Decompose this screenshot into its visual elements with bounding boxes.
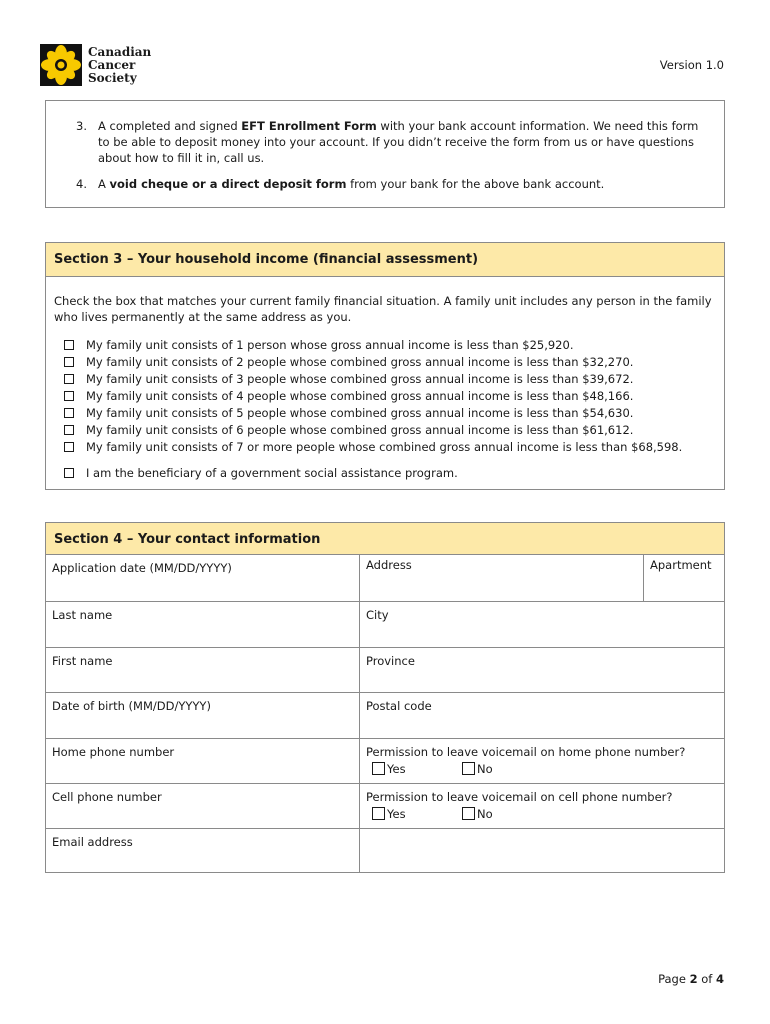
home-voicemail-no[interactable] (462, 762, 493, 776)
income-option[interactable] (64, 388, 633, 405)
page-current: 2 (689, 972, 698, 986)
province-field[interactable] (360, 648, 724, 693)
logo-line: Society (88, 71, 137, 85)
contact-information-section (45, 522, 725, 873)
section-3-intro: Check the box that matches your current family financial situation. A family unit includes any person in the family who lives permanently at the same address as you. (54, 294, 712, 324)
requirement-text (98, 176, 704, 192)
checkbox[interactable] (372, 762, 385, 775)
apartment-field[interactable] (644, 555, 724, 602)
cell-voicemail-yes[interactable] (372, 807, 406, 821)
requirement-text-part: A (98, 177, 110, 191)
home-voicemail-yes[interactable] (372, 762, 406, 776)
cell-phone-label: Cell phone number (52, 790, 162, 804)
application-date-field[interactable] (46, 555, 360, 602)
canadian-cancer-society-logo (40, 44, 150, 88)
income-option[interactable] (64, 439, 682, 456)
last-name-field[interactable] (46, 602, 360, 648)
checkbox[interactable] (64, 357, 74, 367)
logo-text (88, 46, 151, 85)
cell-voicemail-question: Permission to leave voicemail on cell phone number? (366, 790, 673, 804)
income-option[interactable] (64, 337, 573, 354)
daffodil-icon (40, 44, 82, 86)
page-number (658, 972, 724, 986)
checkbox[interactable] (64, 442, 74, 452)
yes-label: Yes (387, 807, 406, 821)
income-option-label: My family unit consists of 4 people whose combined gross annual income is less than $48,166. (86, 389, 634, 403)
cell-voicemail-permission (360, 784, 724, 829)
checkbox[interactable] (64, 374, 74, 384)
version-label: Version 1.0 (659, 58, 724, 72)
checkbox[interactable] (64, 408, 74, 418)
first-name-field[interactable] (46, 648, 360, 693)
postal-code-field[interactable] (360, 693, 724, 739)
requirement-text-part: from your bank for the above bank account. (346, 177, 605, 191)
postal-code-label: Postal code (366, 699, 432, 713)
checkbox[interactable] (462, 807, 475, 820)
household-income-section (45, 242, 725, 490)
no-label: No (477, 762, 493, 776)
email-field[interactable] (46, 829, 360, 872)
apartment-label: Apartment (650, 558, 712, 572)
checkbox[interactable] (462, 762, 475, 775)
cell-voicemail-no[interactable] (462, 807, 493, 821)
requirement-bold-text: void cheque or a direct deposit form (109, 177, 347, 191)
checkbox[interactable] (372, 807, 385, 820)
requirement-text-part: A completed and signed (98, 119, 242, 133)
date-of-birth-field[interactable] (46, 693, 360, 739)
beneficiary-label: I am the beneficiary of a government social assistance program. (86, 466, 458, 480)
province-label: Province (366, 654, 415, 668)
application-date-label: Application date (MM/DD/YYYY) (52, 561, 232, 575)
requirement-bold-text: EFT Enrollment Form (241, 119, 377, 133)
cell-phone-field[interactable] (46, 784, 360, 829)
city-field[interactable] (360, 602, 724, 648)
checkbox[interactable] (64, 340, 74, 350)
income-option-label: My family unit consists of 6 people whose combined gross annual income is less than $61,612. (86, 423, 634, 437)
home-phone-field[interactable] (46, 739, 360, 784)
income-option[interactable] (64, 422, 633, 439)
income-option[interactable] (64, 405, 633, 422)
section-3-title: Section 3 – Your household income (financial assessment) (46, 243, 724, 277)
address-label: Address (366, 558, 412, 572)
address-field[interactable] (360, 555, 644, 602)
city-label: City (366, 608, 389, 622)
page-of: of (701, 972, 713, 986)
logo-line: Canadian (88, 45, 152, 59)
logo-line: Cancer (88, 58, 136, 72)
checkbox[interactable] (64, 468, 74, 478)
first-name-label: First name (52, 654, 113, 668)
no-label: No (477, 807, 493, 821)
requirement-text (98, 118, 704, 166)
income-option-label: My family unit consists of 2 people whose combined gross annual income is less than $32,270. (86, 355, 634, 369)
income-option-label: My family unit consists of 7 or more people whose combined gross annual income is less than $68,598. (86, 440, 683, 454)
requirement-text-part: with your bank account information. We need this form to be able to deposit money into your account. If you didn’t receive the form from us or have questions about how to fill it in, call us. (98, 119, 699, 165)
section-4-title: Section 4 – Your contact information (46, 523, 724, 555)
email-value-field[interactable] (360, 829, 724, 872)
last-name-label: Last name (52, 608, 113, 622)
checkbox[interactable] (64, 425, 74, 435)
yes-label: Yes (387, 762, 406, 776)
requirement-item (76, 176, 704, 192)
income-option[interactable] (64, 371, 633, 388)
page-label: Page (658, 972, 686, 986)
page-total: 4 (715, 972, 724, 986)
income-option[interactable] (64, 354, 633, 371)
requirement-number: 3. (76, 119, 87, 133)
beneficiary-option[interactable] (64, 465, 458, 482)
income-option-label: My family unit consists of 1 person whose gross annual income is less than $25,920. (86, 338, 574, 352)
home-phone-label: Home phone number (52, 745, 175, 759)
income-option-label: My family unit consists of 5 people whose combined gross annual income is less than $54,630. (86, 406, 634, 420)
home-voicemail-permission (360, 739, 724, 784)
income-option-label: My family unit consists of 3 people whose combined gross annual income is less than $39,672. (86, 372, 634, 386)
email-label: Email address (52, 835, 133, 849)
requirement-number: 4. (76, 177, 87, 191)
requirement-item (76, 118, 704, 166)
home-voicemail-question: Permission to leave voicemail on home phone number? (366, 745, 686, 759)
requirements-box (45, 100, 725, 208)
date-of-birth-label: Date of birth (MM/DD/YYYY) (52, 699, 211, 713)
checkbox[interactable] (64, 391, 74, 401)
